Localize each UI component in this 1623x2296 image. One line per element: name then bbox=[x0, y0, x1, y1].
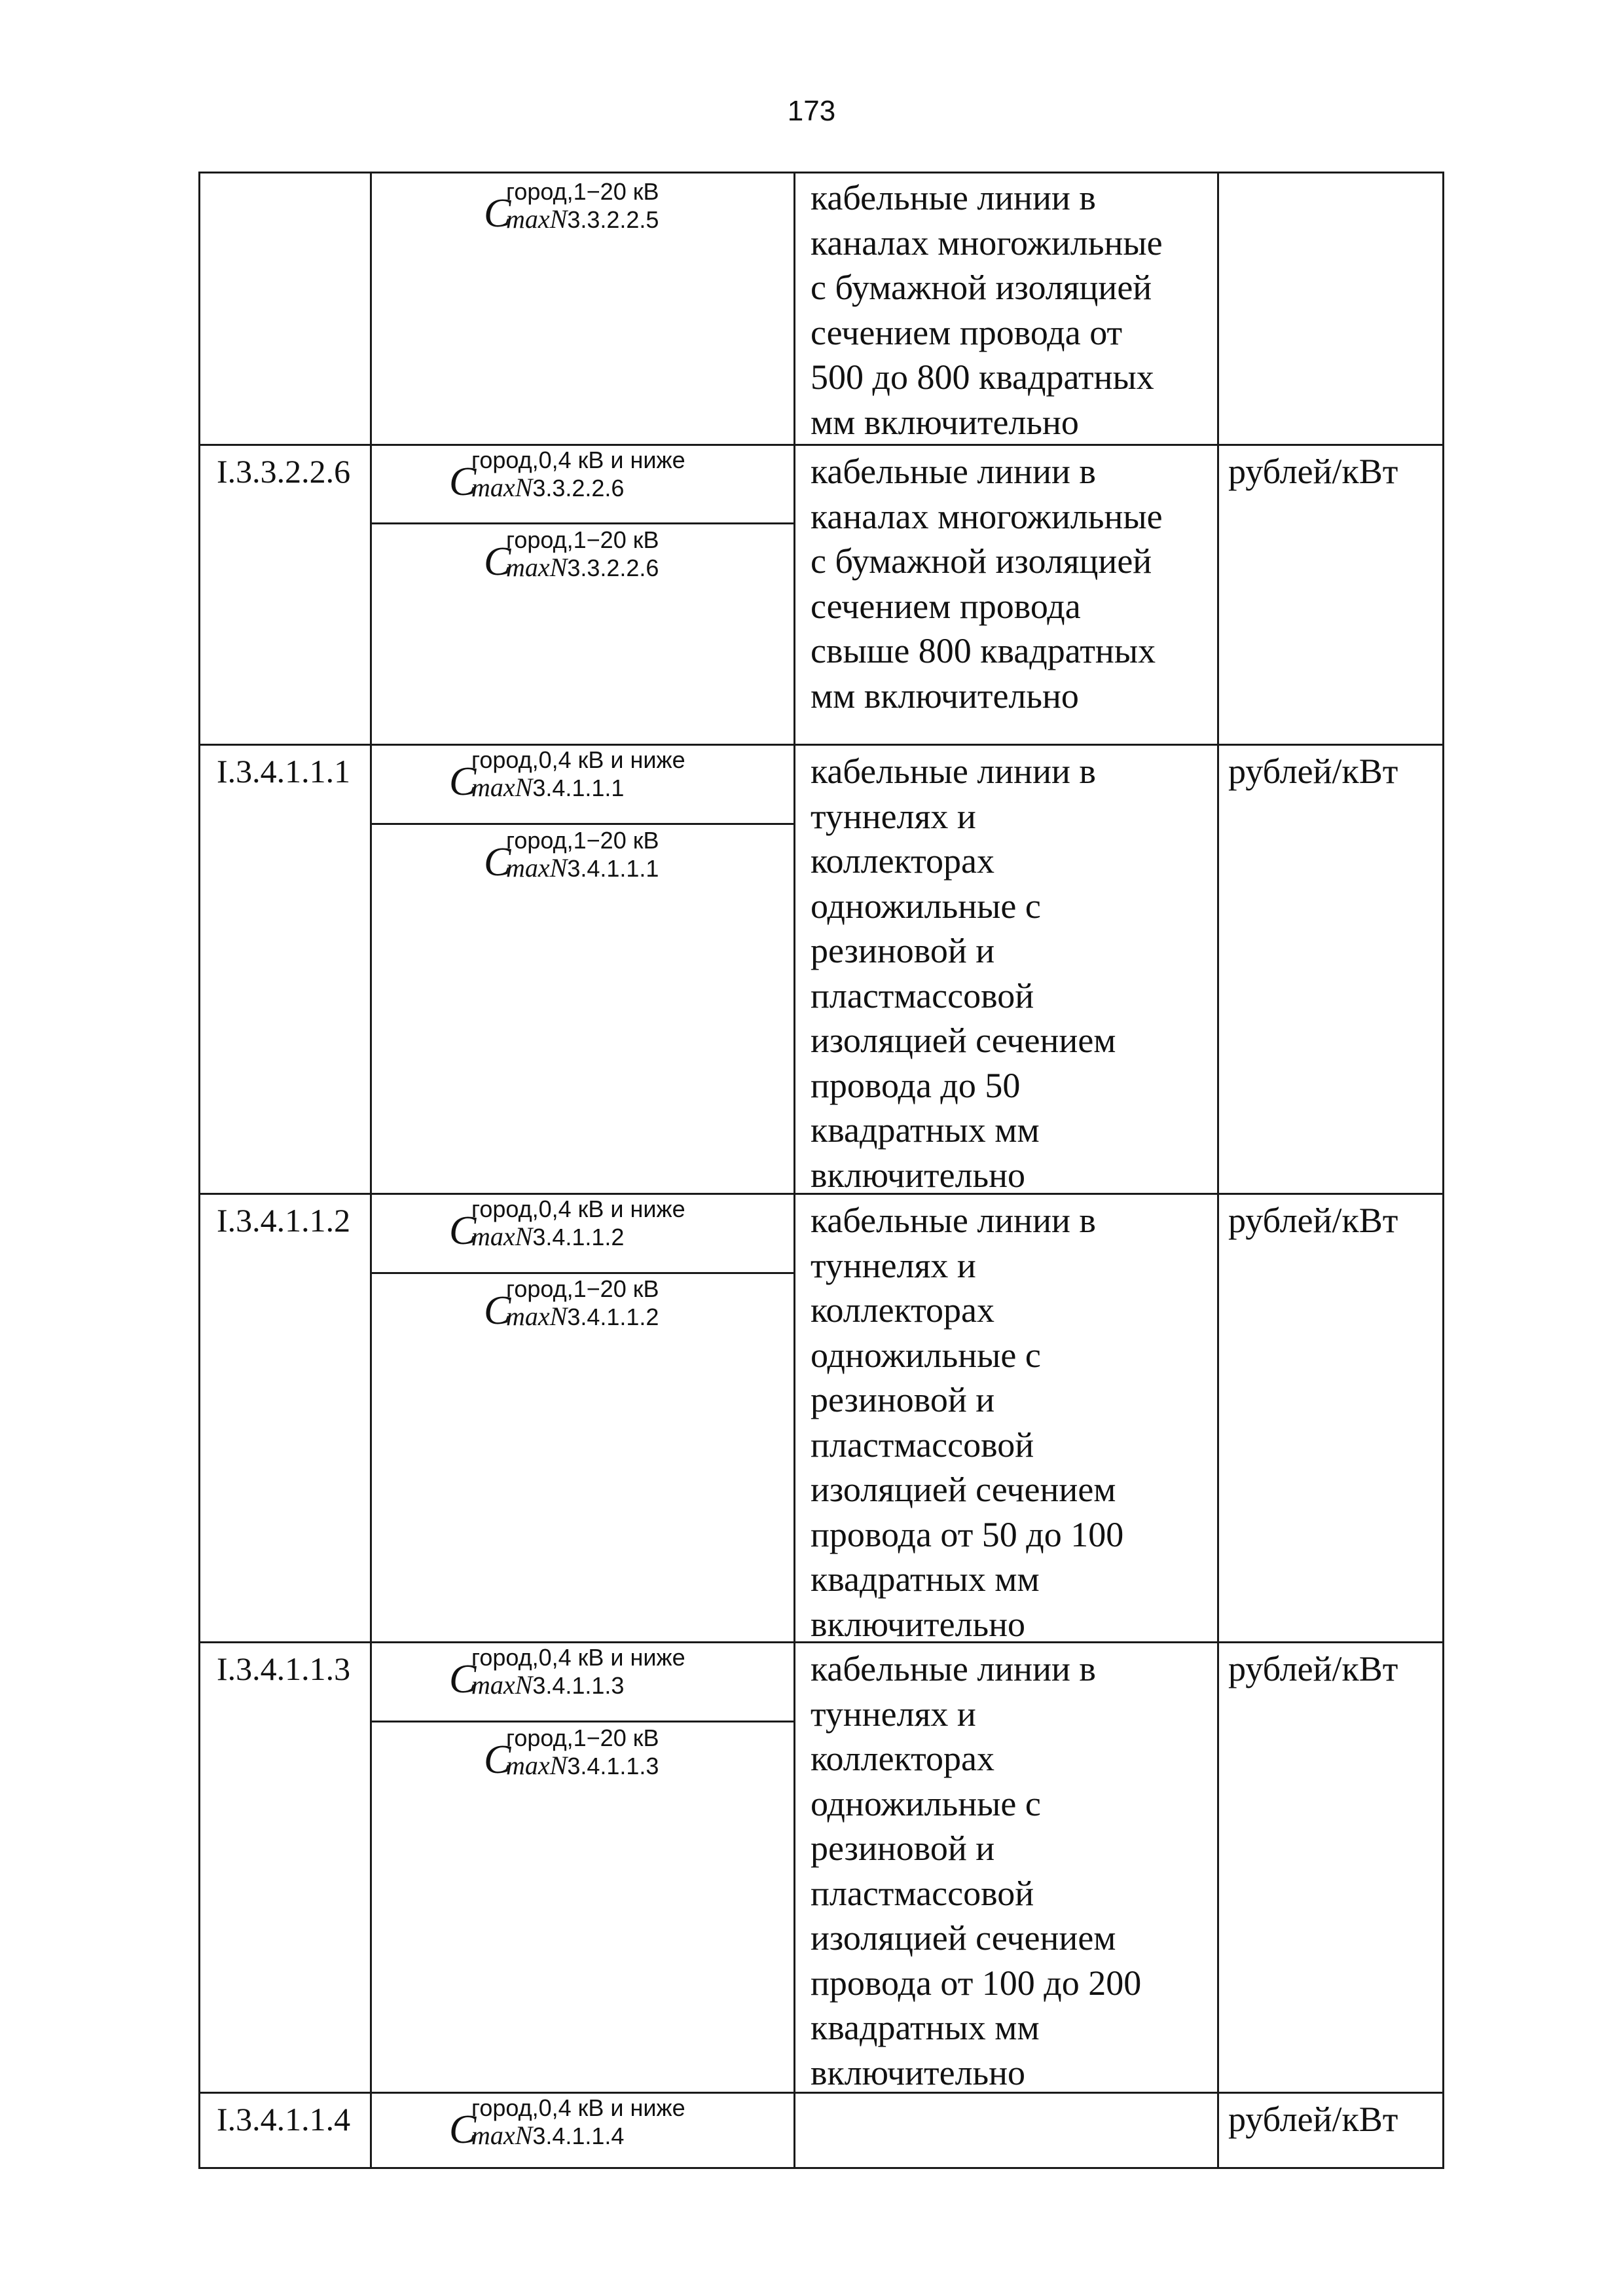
formula-subscript-index: 3.4.1.1.2 bbox=[532, 1224, 625, 1250]
description-line: с бумажной изоляцией bbox=[811, 541, 1152, 581]
formula-base: C bbox=[484, 191, 511, 236]
formula-subscript-symbol: maxN bbox=[506, 204, 568, 234]
description-line: одножильные с bbox=[811, 886, 1041, 926]
formula-superscript: город,0,4 кВ и ниже bbox=[471, 746, 685, 773]
formula-subscript-symbol: maxN bbox=[506, 553, 568, 582]
description-line: резиновой и bbox=[811, 1380, 995, 1419]
description-line: включительно bbox=[811, 2052, 1026, 2092]
row-divider bbox=[200, 744, 1442, 746]
formula-base: C bbox=[449, 1209, 477, 1253]
formula-subscript-index: 3.4.1.1.3 bbox=[567, 1753, 659, 1779]
formula-subscript-symbol: maxN bbox=[471, 773, 533, 802]
formula-superscript: город,0,4 кВ и ниже bbox=[471, 446, 685, 473]
row-code: I.3.4.1.1.1 bbox=[217, 753, 351, 790]
formula-subscript-index: 3.4.1.1.1 bbox=[532, 774, 625, 801]
description-line: пластмассовой bbox=[811, 1873, 1034, 1913]
formula-divider bbox=[371, 1721, 794, 1722]
unit: рублей/кВт bbox=[1228, 452, 1398, 491]
formula-subscript-symbol: maxN bbox=[471, 2121, 533, 2150]
description-line: квадратных мм bbox=[811, 1559, 1040, 1599]
description-line: коллекторах bbox=[811, 841, 995, 881]
formula-divider bbox=[371, 522, 794, 524]
row-code: I.3.4.1.1.2 bbox=[217, 1202, 351, 1239]
unit: рублей/кВт bbox=[1228, 2100, 1398, 2139]
formula-superscript: город,1−20 кВ bbox=[506, 526, 659, 553]
description-line: 500 до 800 квадратных bbox=[811, 357, 1154, 397]
formula-subscript-index: 3.3.2.2.6 bbox=[567, 555, 659, 581]
formula-subscript bbox=[506, 206, 659, 233]
formula-subscript-index: 3.4.1.1.3 bbox=[532, 1672, 625, 1699]
unit: рублей/кВт bbox=[1228, 1201, 1398, 1240]
description-line: провода от 100 до 200 bbox=[811, 1963, 1142, 2003]
description-line: кабельные линии в bbox=[811, 752, 1096, 791]
description-line: туннелях и bbox=[811, 1694, 976, 1734]
row-code: I.3.4.1.1.3 bbox=[217, 1650, 351, 1687]
description-line: одножильные с bbox=[811, 1335, 1041, 1375]
page-number: 173 bbox=[787, 95, 836, 127]
formula-subscript-symbol: maxN bbox=[506, 1751, 568, 1780]
description-line: туннелях и bbox=[811, 1245, 976, 1285]
description-line: пластмассовой bbox=[811, 1425, 1034, 1465]
description-line: квадратных мм bbox=[811, 2008, 1040, 2047]
description-line: резиновой и bbox=[811, 1829, 995, 1868]
formula-subscript bbox=[506, 855, 659, 882]
description-line: включительно bbox=[811, 1604, 1026, 1644]
formula-subscript bbox=[471, 475, 624, 501]
formula-subscript bbox=[471, 2123, 624, 2149]
description-line: изоляцией сечением bbox=[811, 1021, 1116, 1060]
formula-subscript-index: 3.4.1.1.2 bbox=[567, 1303, 659, 1330]
row-code: I.3.3.2.2.6 bbox=[217, 453, 351, 490]
formula-superscript: город,1−20 кВ bbox=[506, 1724, 659, 1751]
description-line: изоляцией сечением bbox=[811, 1918, 1116, 1958]
formula-base: C bbox=[449, 460, 477, 504]
formula-superscript: город,0,4 кВ и ниже bbox=[471, 2094, 685, 2121]
description-line: кабельные линии в bbox=[811, 178, 1096, 217]
description-line: кабельные линии в bbox=[811, 1201, 1096, 1240]
description-line: каналах многожильные bbox=[811, 223, 1163, 263]
description-line: кабельные линии в bbox=[811, 1649, 1096, 1688]
formula-subscript-symbol: maxN bbox=[506, 853, 568, 883]
description bbox=[811, 1198, 1416, 1647]
description-line: кабельные линии в bbox=[811, 452, 1096, 491]
description-line: провода от 50 до 100 bbox=[811, 1514, 1124, 1554]
column-divider bbox=[370, 173, 372, 2167]
description-line: пластмассовой bbox=[811, 975, 1034, 1015]
description-line: сечением провода от bbox=[811, 312, 1123, 352]
description-line: включительно bbox=[811, 1155, 1026, 1195]
formula-divider bbox=[371, 823, 794, 825]
formula-subscript bbox=[506, 1753, 659, 1779]
description bbox=[811, 175, 1416, 445]
formula-subscript bbox=[471, 774, 624, 801]
description-line: с бумажной изоляцией bbox=[811, 268, 1152, 307]
formula-subscript-symbol: maxN bbox=[506, 1302, 568, 1331]
description-line: мм включительно bbox=[811, 402, 1079, 442]
formula-superscript: город,0,4 кВ и ниже bbox=[471, 1644, 685, 1671]
description-line: туннелях и bbox=[811, 796, 976, 836]
formula-superscript: город,1−20 кВ bbox=[506, 178, 659, 205]
description-line: квадратных мм bbox=[811, 1110, 1040, 1150]
formula-base: C bbox=[449, 2107, 477, 2152]
description-line: изоляцией сечением bbox=[811, 1470, 1116, 1509]
formula-base: C bbox=[484, 840, 511, 884]
unit: рублей/кВт bbox=[1228, 752, 1398, 791]
formula-subscript bbox=[506, 555, 659, 581]
formula-base: C bbox=[449, 1657, 477, 1702]
description-line: коллекторах bbox=[811, 1290, 995, 1330]
formula-subscript-index: 3.4.1.1.4 bbox=[532, 2123, 625, 2149]
description-line: сечением провода bbox=[811, 586, 1081, 626]
description-line: резиновой и bbox=[811, 931, 995, 970]
row-code: I.3.4.1.1.4 bbox=[217, 2101, 351, 2138]
formula-base: C bbox=[484, 1738, 511, 1782]
description-line: каналах многожильные bbox=[811, 496, 1163, 536]
formula-subscript bbox=[506, 1303, 659, 1330]
formula-subscript-symbol: maxN bbox=[471, 473, 533, 502]
formula-subscript bbox=[471, 1672, 624, 1699]
formula-subscript-index: 3.4.1.1.1 bbox=[567, 855, 659, 882]
formula-base: C bbox=[484, 539, 511, 584]
formula-subscript-symbol: maxN bbox=[471, 1222, 533, 1251]
formula-superscript: город,0,4 кВ и ниже bbox=[471, 1195, 685, 1222]
formula-superscript: город,1−20 кВ bbox=[506, 827, 659, 854]
description bbox=[811, 749, 1416, 1197]
formula-subscript-symbol: maxN bbox=[471, 1670, 533, 1700]
formula-subscript bbox=[471, 1224, 624, 1250]
column-divider bbox=[793, 173, 795, 2167]
unit: рублей/кВт bbox=[1228, 1649, 1398, 1688]
description-line: коллекторах bbox=[811, 1739, 995, 1778]
formula-superscript: город,1−20 кВ bbox=[506, 1275, 659, 1302]
description-line: мм включительно bbox=[811, 676, 1079, 716]
formula-divider bbox=[371, 1272, 794, 1274]
description bbox=[811, 1647, 1416, 2095]
description-line: свыше 800 квадратных bbox=[811, 631, 1156, 670]
description-line: провода до 50 bbox=[811, 1065, 1021, 1105]
description-line: одножильные с bbox=[811, 1783, 1041, 1823]
formula-base: C bbox=[484, 1288, 511, 1333]
formula-subscript-index: 3.3.2.2.6 bbox=[532, 475, 625, 501]
formula-base: C bbox=[449, 759, 477, 804]
tariff-table bbox=[198, 172, 1444, 2169]
formula-subscript-index: 3.3.2.2.5 bbox=[567, 206, 659, 233]
